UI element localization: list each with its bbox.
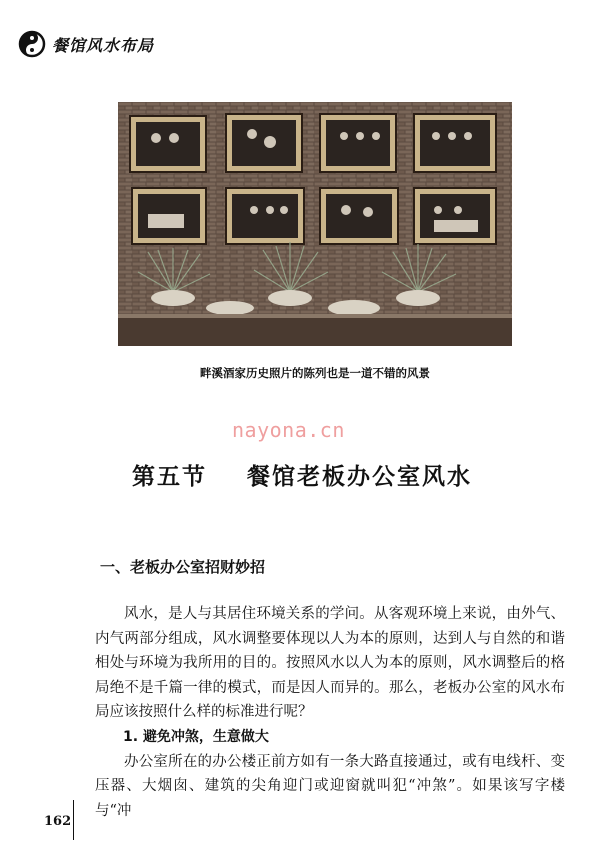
page-divider: [73, 800, 74, 840]
subheading: 一、老板办公室招财妙招: [100, 558, 266, 576]
watermark: nayona.cn: [232, 418, 345, 442]
section-title: [0, 458, 604, 491]
body-text: [95, 602, 565, 823]
page-number: 162: [44, 814, 72, 829]
point-heading: 1. 避免冲煞，生意做大: [123, 728, 269, 745]
photo-caption: 畔溪酒家历史照片的陈列也是一道不错的风景: [200, 366, 430, 380]
restaurant-photo: [118, 102, 512, 346]
running-header: [18, 30, 154, 58]
paragraph: 风水，是人与其居住环境关系的学问。从客观环境上来说，由外气、内气两部分组成，风水调整要体现以人为本的原则，达到人与自然的和谐相处与环境为我所用的目的。按照风水以人为本的原则，风水调整后的格局绝不是千篇一律的模式，而是因人而异的。那么，老板办公室的风水布局应该按照什么样的标准进行呢？: [95, 606, 565, 721]
paragraph: 办公室所在的办公楼正前方如有一条大路直接通过，或有电线杆、变压器、大烟囱、建筑的尖角迎门或迎窗就叫犯“冲煞”。如果该写字楼与“冲: [95, 753, 565, 819]
header-title: 餐馆风水布局: [52, 35, 155, 55]
section-title-text: 餐馆老板办公室风水: [247, 463, 472, 490]
section-number: 第五节: [132, 463, 207, 490]
yin-yang-logo-icon: [18, 30, 46, 58]
